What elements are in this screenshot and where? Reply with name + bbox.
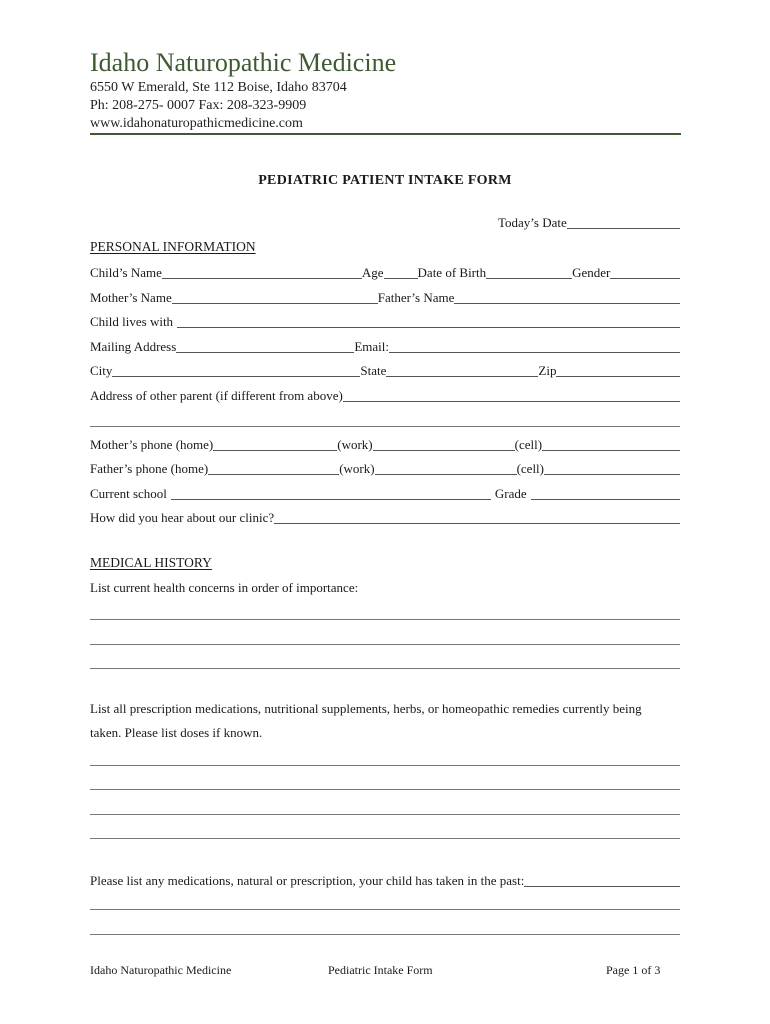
other-parent-address-line-2[interactable] [90,426,680,427]
childs-name-field[interactable] [162,264,362,279]
fathers-name-label: Father’s Name [377,290,455,305]
health-concerns-line-1[interactable] [90,619,680,620]
medications-label-line-2: taken. Please list doses if known. [90,725,263,740]
mailing-row [90,337,680,355]
child-lives-with-label: Child lives with [90,314,174,329]
mothers-work-label: (work) [337,437,373,452]
how-heard-row [90,508,680,526]
current-school-label: Current school [90,486,167,501]
parents-row [90,288,680,306]
health-concerns-line-3[interactable] [90,668,680,669]
past-medications-row [90,871,680,889]
mailing-address-field[interactable] [176,338,354,353]
footer-clinic-name: Idaho Naturopathic Medicine [90,963,232,977]
fathers-phone-cell-field[interactable] [544,460,680,475]
zip-field[interactable] [556,362,680,377]
medications-line-3[interactable] [90,814,680,815]
child-row [90,263,680,281]
child-lives-with-field[interactable] [177,313,680,328]
how-heard-field[interactable] [274,509,680,524]
mothers-phone-cell-field[interactable] [542,436,680,451]
clinic-phone-fax: Ph: 208-275- 0007 Fax: 208-323-9909 [90,98,307,113]
other-parent-row [90,386,680,404]
mothers-name-label: Mother’s Name [90,290,172,305]
mothers-phone-label: Mother’s phone (home) [90,437,214,452]
fathers-cell-label: (cell) [516,461,544,476]
medical-history-heading: MEDICAL HISTORY [90,555,212,570]
clinic-address: 6550 W Emerald, Ste 112 Boise, Idaho 83704 [90,80,347,95]
city-field[interactable] [112,362,360,377]
fathers-work-label: (work) [339,461,375,476]
footer-page-number: Page 1 of 3 [606,963,661,977]
state-field[interactable] [386,362,538,377]
todays-date-row [498,213,680,231]
city-label: City [90,363,113,378]
city-row [90,361,680,379]
mailing-address-label: Mailing Address [90,339,177,354]
how-heard-label: How did you hear about our clinic? [90,510,275,525]
medications-label-line-1: List all prescription medications, nutritional supplements, herbs, or homeopathic remedies currently being [90,701,642,716]
age-label: Age [361,265,384,280]
health-concerns-line-2[interactable] [90,644,680,645]
email-field[interactable] [389,338,680,353]
gender-field[interactable] [610,264,680,279]
past-medications-line-2[interactable] [90,909,680,910]
past-medications-field[interactable] [524,872,680,887]
grade-field[interactable] [531,485,680,500]
fathers-phone-label: Father’s phone (home) [90,461,209,476]
email-label: Email: [354,339,389,354]
zip-label: Zip [538,363,557,378]
personal-info-heading: PERSONAL INFORMATION [90,239,256,254]
mothers-name-field[interactable] [172,289,378,304]
health-concerns-label: List current health concerns in order of importance: [90,580,359,595]
dob-field[interactable] [486,264,572,279]
fathers-name-field[interactable] [454,289,680,304]
mothers-cell-label: (cell) [514,437,543,452]
fathers-phone-work-field[interactable] [375,460,517,475]
lives-with-row [90,312,680,330]
todays-date-label: Today’s Date [498,215,567,230]
clinic-website: www.idahonaturopathicmedicine.com [90,116,303,131]
school-row [90,484,680,502]
mother-phone-row [90,435,680,453]
header-divider [90,133,681,135]
clinic-name: Idaho Naturopathic Medicine [90,48,397,77]
other-parent-address-field[interactable] [343,387,680,402]
medications-line-1[interactable] [90,765,680,766]
past-medications-label: Please list any medications, natural or prescription, your child has taken in the past: [90,873,525,888]
age-field[interactable] [384,264,418,279]
footer-form-name: Pediatric Intake Form [328,963,433,977]
state-label: State [360,363,387,378]
childs-name-label: Child’s Name [90,265,162,280]
mothers-phone-home-field[interactable] [213,436,337,451]
medications-line-4[interactable] [90,838,680,839]
todays-date-field[interactable] [567,214,680,229]
past-medications-line-3[interactable] [90,934,680,935]
dob-label: Date of Birth [417,265,487,280]
father-phone-row [90,459,680,477]
fathers-phone-home-field[interactable] [208,460,339,475]
gender-label: Gender [572,265,611,280]
other-parent-address-label: Address of other parent (if different from above) [90,388,343,403]
medications-line-2[interactable] [90,789,680,790]
mothers-phone-work-field[interactable] [373,436,515,451]
form-title: PEDIATRIC PATIENT INTAKE FORM [258,173,512,188]
current-school-field[interactable] [171,485,491,500]
grade-label: Grade [494,486,527,501]
